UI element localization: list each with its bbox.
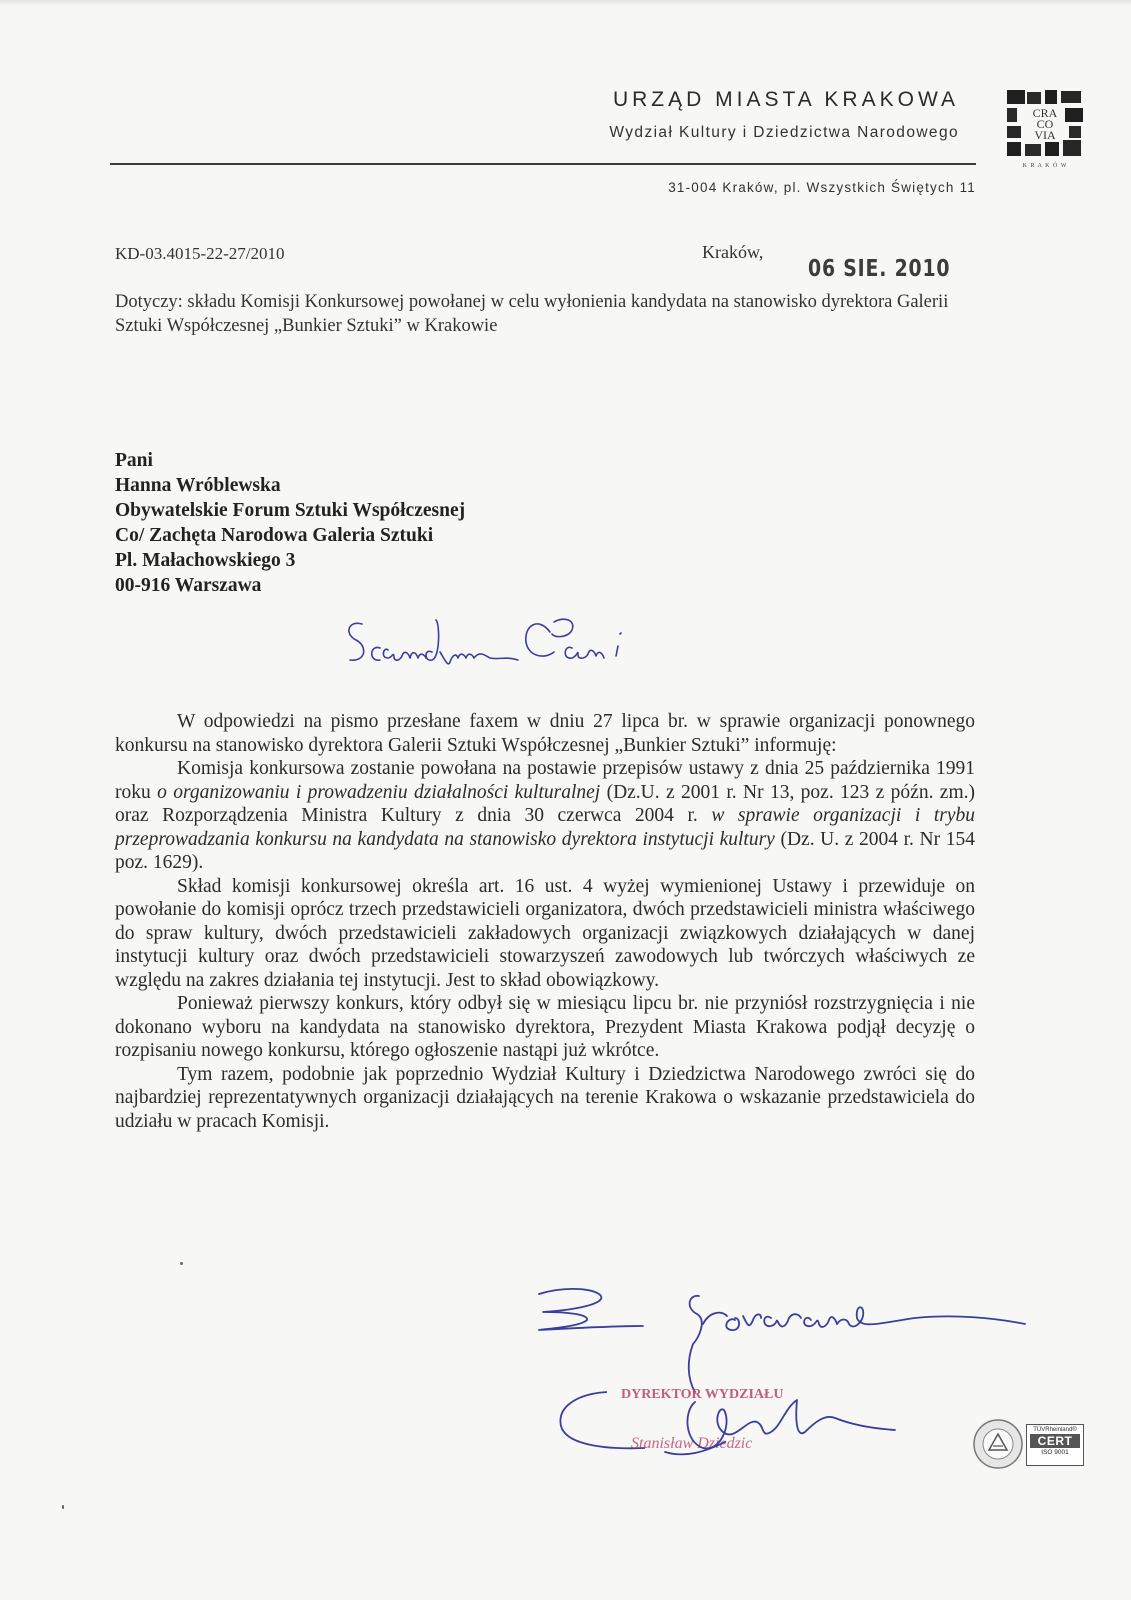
cert-box bbox=[1026, 1424, 1084, 1466]
certification-badge bbox=[972, 1418, 1084, 1470]
letter-body bbox=[115, 710, 975, 1133]
paragraph-2-text-a: Komisja konkursowa zostanie powołana na postawie przepisów ustawy z dnia 25 października 1991 roku bbox=[115, 758, 975, 803]
paragraph-1: W odpowiedzi na pismo przesłane faxem w dniu 27 lipca br. w sprawie organizacji ponownego konkursu na stanowisko dyrektora Galerii Sztuki Współczesnej „Bunkier Sztuki” informuję: bbox=[115, 711, 975, 756]
recipient-line-5: Pl. Małachowskiego 3 bbox=[115, 550, 296, 571]
recipient-line-6: 00-916 Warszawa bbox=[115, 575, 262, 596]
act-title: o organizowaniu i prowadzeniu działalności kulturalnej bbox=[157, 781, 601, 803]
reference-number: KD-03.4015-22-27/2010 bbox=[115, 244, 285, 263]
page-top-edge bbox=[0, 0, 1131, 6]
recipient-line-3: Obywatelskie Forum Sztuki Współczesnej bbox=[115, 500, 466, 521]
recipient-line-1: Pani bbox=[115, 450, 153, 471]
speck bbox=[62, 1505, 64, 1509]
closing-scribble-z bbox=[539, 1289, 643, 1330]
paragraph-2 bbox=[115, 757, 975, 875]
paragraph-4: Ponieważ pierwszy konkurs, który odbył się w miesiącu lipcu br. nie przyniósł rozstrzygnięcia i nie dokonano wyboru na kandydata na stanowisko dyrektora, Prezydent Miasta Krakowa podjął decyzję o rozpisaniu nowego konkursu, którego ogłoszenie nastąpi już wkrótce. bbox=[115, 993, 975, 1061]
stamp-title: DYREKTOR WYDZIAŁU bbox=[621, 1387, 784, 1402]
recipient-line-2: Hanna Wróblewska bbox=[115, 475, 281, 496]
recipient-line-4: Co/ Zachęta Narodowa Galeria Sztuki bbox=[115, 525, 434, 546]
cert-standard: ISO 9001 bbox=[1041, 1449, 1069, 1456]
speck bbox=[180, 1262, 183, 1265]
subject-line: Dotyczy: składu Komisji Konkursowej powołanej w celu wyłonienia kandydata na stanowisko dyrektora Galerii Sztuki Współczesnej „Bunkier Sztuki” w Krakowie bbox=[115, 292, 949, 336]
logo-text-co: CO bbox=[1036, 117, 1054, 131]
letterhead-title: URZĄD MIASTA KRAKOWA bbox=[612, 88, 959, 111]
tuv-seal-icon bbox=[972, 1418, 1024, 1470]
letterhead-subtitle: Wydział Kultury i Dziedzictwa Narodowego bbox=[609, 124, 959, 141]
logo-text-cra: CRA bbox=[1032, 106, 1058, 120]
paragraph-2-text-c: (Dz.U. z 2001 r. Nr 13, poz. 123 z późn. zm.) oraz Rozporządzenia Ministra Kultury z dnia 30 czerwca 2004 r. bbox=[115, 781, 975, 826]
paragraph-2-text-e: (Dz. U. z 2004 r. Nr 154 poz. 1629). bbox=[115, 828, 975, 873]
letterhead-rule bbox=[110, 163, 976, 165]
cert-label: CERT bbox=[1030, 1434, 1080, 1448]
date-stamp: 06 SIE. 2010 bbox=[808, 256, 951, 282]
paragraph-5: Tym razem, podobnie jak poprzednio Wydział Kultury i Dziedzictwa Narodowego zwróci się do najbardziej reprezentatywnych organizacji działających na terenie Krakowa o wskazanie przedstawiciela do udziału w pracach Komisji. bbox=[115, 1063, 975, 1132]
regulation-title: w sprawie organizacji i trybu przeprowadzania konkursu na kandydata na stanowisko dyrektora instytucji kultury bbox=[115, 805, 975, 850]
handwritten-salutation bbox=[340, 612, 720, 674]
stamp-name: Stanisław Dziedzic bbox=[631, 1435, 753, 1452]
letterhead-address: 31-004 Kraków, pl. Wszystkich Świętych 11 bbox=[668, 180, 976, 195]
cracovia-logo-icon bbox=[1005, 88, 1085, 170]
logo-text-via: VIA bbox=[1034, 128, 1056, 142]
recipient-block bbox=[115, 448, 465, 598]
logo-caption: K R A K Ó W bbox=[1022, 163, 1068, 169]
place: Kraków, bbox=[702, 242, 764, 262]
cert-issuer: TÜVRheinland® bbox=[1033, 1427, 1077, 1433]
paragraph-3: Skład komisji konkursowej określa art. 16 ust. 4 wyżej wymienionej Ustawy i przewiduje on powołanie do komisji oprócz trzech przedstawicieli organizatora, dwóch przedstawicieli ministra właściwego do spraw kultury, dwóch przedstawicieli zakładowych organizacji związkowych działających w danej instytucji kultury oraz dwóch przedstawicieli stowarzyszeń zawodowych lub twórczych właściwych ze względu na zakres działania tej instytucji. Jest to skład obowiązkowy. bbox=[115, 875, 975, 991]
